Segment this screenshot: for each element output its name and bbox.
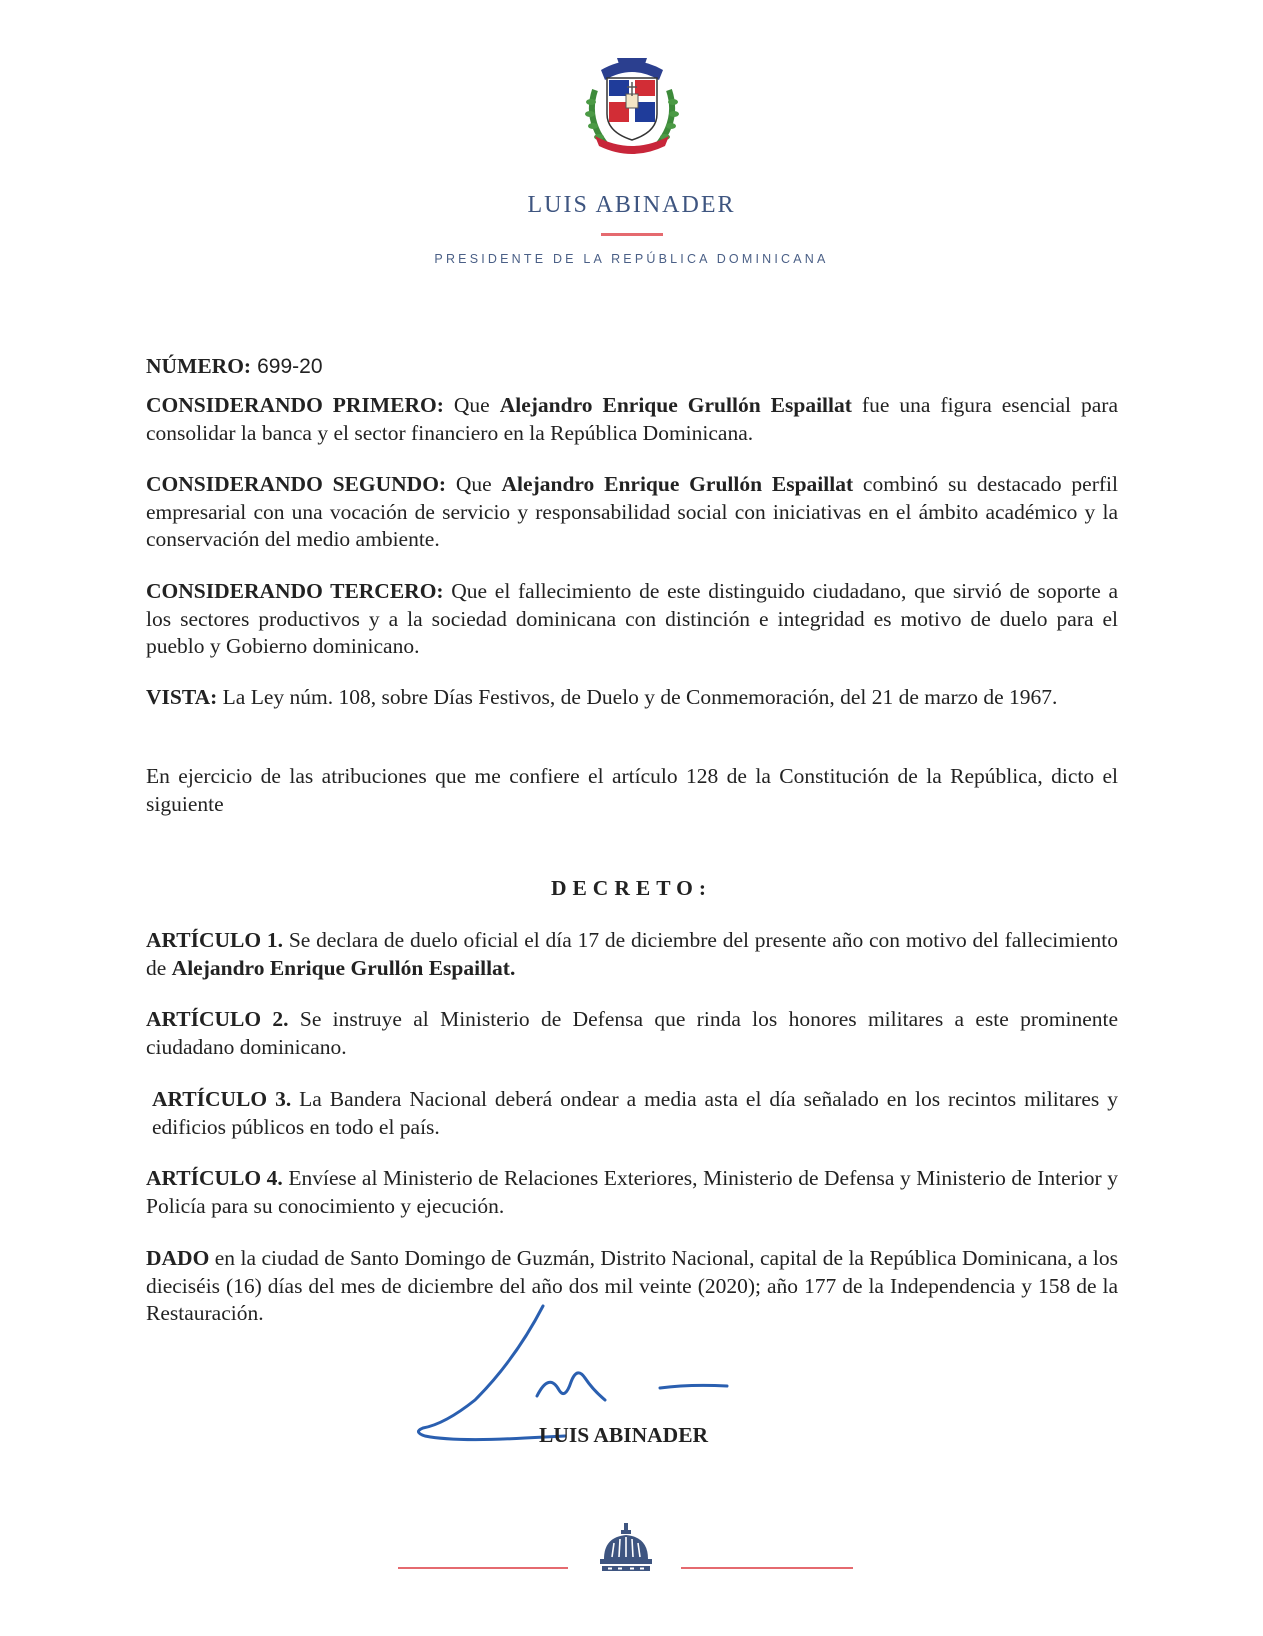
signatory-name: LUIS ABINADER xyxy=(539,1423,709,1447)
honoree-name: Alejandro Enrique Grullón Espaillat xyxy=(499,393,852,417)
decree-number xyxy=(146,354,323,379)
coat-of-arms-icon xyxy=(581,50,683,156)
numero-label: NÚMERO: xyxy=(146,354,252,378)
dado-text: en la ciudad de Santo Domingo de Guzmán, Distrito Nacional, capital de la República Dominicana, a los dieciséis (16) días del mes de diciembre del año dos mil veinte (2020); año 177 de la Independencia y 158 de la Restauración. xyxy=(146,1246,1118,1325)
vista-text: La Ley núm. 108, sobre Días Festivos, de Duelo y de Conmemoración, del 21 de marzo de 1967. xyxy=(217,685,1058,709)
considerando-text: combinó su destacado perfil empresarial con una vocación de servicio y responsabilidad social con iniciativas en el ámbito académico y la conservación del medio ambiente. xyxy=(146,472,1118,551)
name-underline xyxy=(601,233,663,236)
ejercicio-paragraph xyxy=(146,763,1118,818)
articulo-3 xyxy=(152,1086,1118,1141)
numero-value: 699-20 xyxy=(257,355,323,378)
considerando-tercero xyxy=(146,578,1118,661)
dado-label: DADO xyxy=(146,1246,210,1270)
decreto-title: DECRETO: xyxy=(550,876,713,900)
considerando-label: CONSIDERANDO TERCERO: xyxy=(146,579,444,603)
honoree-name: Alejandro Enrique Grullón Espaillat xyxy=(501,472,854,496)
articulo-text: Se instruye al Ministerio de Defensa que rinda los honores militares a este prominente ciudadano dominicano. xyxy=(146,1007,1119,1059)
footer-rule-right xyxy=(681,1567,853,1569)
considerando-primero xyxy=(146,392,1118,447)
articulo-4 xyxy=(146,1165,1118,1220)
president-title: PRESIDENTE DE LA REPÚBLICA DOMINICANA xyxy=(434,252,829,266)
articulo-text: Envíese al Ministerio de Relaciones Exteriores, Ministerio de Defensa y Ministerio de Interior y Policía para su conocimiento y ejecución. xyxy=(146,1166,1118,1218)
honoree-name: Alejandro Enrique Grullón Espaillat. xyxy=(171,955,516,980)
vista-label: VISTA: xyxy=(146,685,218,709)
articulo-2 xyxy=(146,1006,1118,1061)
vista-paragraph xyxy=(146,684,1118,712)
considerando-text: Que xyxy=(443,393,500,417)
national-palace-dome-icon xyxy=(594,1519,658,1583)
footer-rule-left xyxy=(398,1567,568,1569)
considerando-label: CONSIDERANDO SEGUNDO: xyxy=(146,472,447,496)
articulo-text: Se declara de duelo oficial el día 17 de diciembre del presente año con motivo del fallecimiento de xyxy=(146,928,1118,980)
articulo-text: La Bandera Nacional deberá ondear a media asta el día señalado en los recintos militares y edificios públicos en todo el país. xyxy=(152,1087,1118,1139)
considerando-label: CONSIDERANDO PRIMERO: xyxy=(146,393,444,417)
articulo-label: ARTÍCULO 4. xyxy=(146,1166,283,1190)
ejercicio-text: En ejercicio de las atribuciones que me confiere el artículo 128 de la Constitución de la República, dicto el siguiente xyxy=(146,764,1118,816)
articulo-1 xyxy=(146,927,1118,982)
president-name: LUIS ABINADER xyxy=(527,192,736,218)
considerando-text: Que xyxy=(446,472,502,496)
articulo-label: ARTÍCULO 2. xyxy=(146,1007,289,1031)
articulo-label: ARTÍCULO 1. xyxy=(146,928,284,952)
considerando-text: fue una figura esencial para consolidar la banca y el sector financiero en la República Dominicana. xyxy=(146,393,1118,445)
considerando-text: Que el fallecimiento de este distinguido ciudadano, que sirvió de soporte a los sectores productivos y a la sociedad dominicana con distinción e integridad es motivo de duelo para el pueblo y Gobierno dominicano. xyxy=(146,579,1118,658)
considerando-segundo xyxy=(146,471,1118,554)
articulo-label: ARTÍCULO 3. xyxy=(152,1087,292,1111)
